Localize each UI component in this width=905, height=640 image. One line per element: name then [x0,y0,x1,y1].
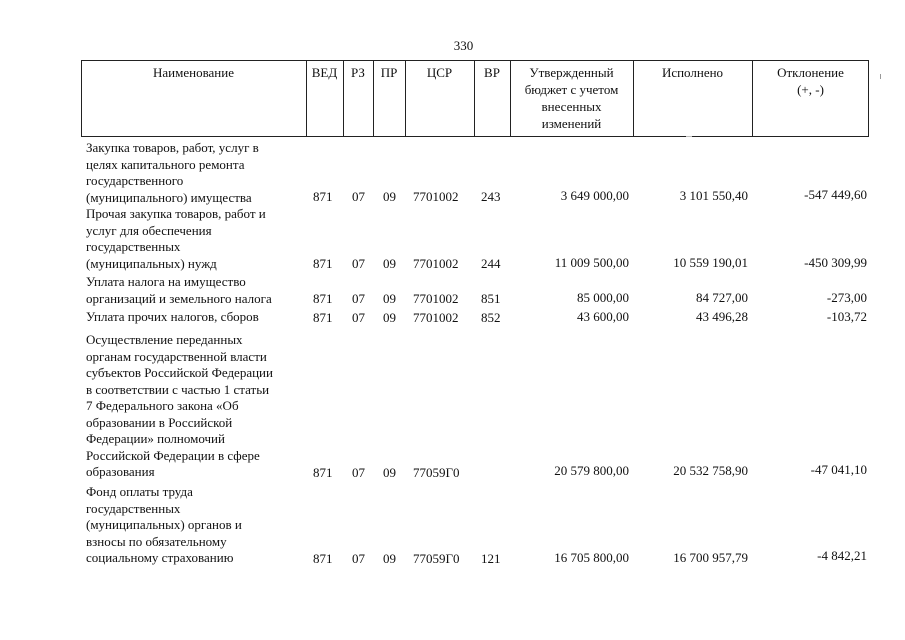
row-deviation: -47 041,10 [810,461,867,477]
header-rz: РЗ [351,65,365,80]
row-rz: 07 [352,464,365,480]
row-csr: 7701002 [413,309,459,325]
row-executed: 43 496,28 [696,308,748,324]
row-approved: 11 009 500,00 [554,254,629,270]
header-deviation: Отклонение (+, -) [777,65,844,97]
row-ved: 871 [313,550,333,566]
row-rz: 07 [352,188,365,204]
header-pr: ПР [380,65,398,80]
row-name: Фонд оплаты труда государственных (муниципальных) органов и взносы по обязательному социальному страхованию [86,484,242,565]
row-approved: 43 600,00 [577,308,629,324]
row-vr: 851 [481,290,501,306]
row-vr: 121 [481,550,501,566]
row-deviation: -273,00 [826,289,867,305]
header-name: Наименование [153,65,234,80]
row-deviation: -547 449,60 [804,186,867,202]
row-deviation: -4 842,21 [817,547,867,563]
row-executed: 3 101 550,40 [679,187,748,203]
row-rz: 07 [352,309,365,325]
row-pr: 09 [383,255,396,271]
row-approved: 3 649 000,00 [560,187,629,203]
row-csr: 7701002 [413,188,459,204]
table-row [0,484,905,567]
row-ved: 871 [313,255,333,271]
row-rz: 07 [352,290,365,306]
row-executed: 10 559 190,01 [673,254,748,270]
row-ved: 871 [313,290,333,306]
row-csr: 77059Г0 [413,550,460,566]
row-executed: 16 700 957,79 [673,549,748,565]
row-name: Прочая закупка товаров, работ и услуг для обеспечения государственных (муниципальных) нужд [86,206,266,271]
table-row [0,140,905,206]
row-executed: 20 532 758,90 [673,462,748,478]
row-ved: 871 [313,309,333,325]
row-rz: 07 [352,255,365,271]
table-row [0,332,905,481]
table-row [0,274,905,307]
header-approved-budget: Утвержденный бюджет с учетом внесенных изменений [524,65,619,131]
row-rz: 07 [352,550,365,566]
row-ved: 871 [313,464,333,480]
table-row [0,309,905,326]
row-csr: 7701002 [413,255,459,271]
row-approved: 16 705 800,00 [554,549,629,565]
header-csr: ЦСР [426,65,453,80]
row-name: Уплата прочих налогов, сборов [86,309,259,324]
row-pr: 09 [383,188,396,204]
row-deviation: -450 309,99 [804,254,867,270]
scan-artifact [686,136,692,137]
row-executed: 84 727,00 [696,289,748,305]
scan-artifact [880,74,881,79]
row-approved: 20 579 800,00 [554,462,629,478]
row-pr: 09 [383,464,396,480]
table-row [0,206,905,272]
header-vr: ВР [484,65,500,80]
row-pr: 09 [383,309,396,325]
row-vr: 243 [481,188,501,204]
row-vr: 244 [481,255,501,271]
row-name: Уплата налога на имущество организаций и земельного налога [86,274,272,306]
row-csr: 77059Г0 [413,464,460,480]
row-vr: 852 [481,309,501,325]
header-executed: Исполнено [661,65,724,80]
row-name: Осуществление переданных органам государственной власти субъектов Российской Федерации в соответствии с частью 1 статьи 7 Федерального закона «Об образовании в Российской Федерации» полномочий Российской Федерации в сфере образования [86,332,273,479]
page-number: 330 [453,38,474,53]
row-pr: 09 [383,290,396,306]
row-deviation: -103,72 [826,308,867,324]
row-approved: 85 000,00 [577,289,629,305]
row-csr: 7701002 [413,290,459,306]
row-ved: 871 [313,188,333,204]
row-name: Закупка товаров, работ, услуг в целях капитального ремонта государственного (муниципального) имущества [86,140,259,205]
row-pr: 09 [383,550,396,566]
header-ved: ВЕД [311,65,338,80]
